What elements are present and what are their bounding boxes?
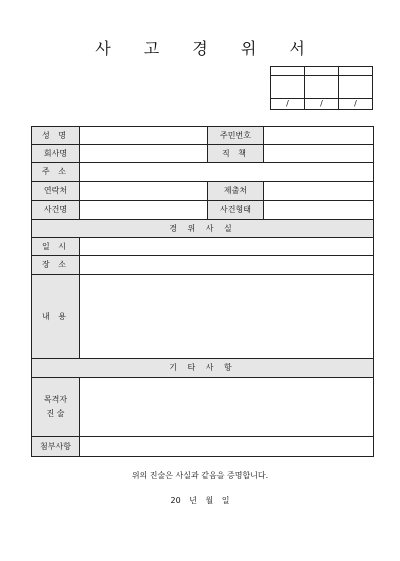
address-label: 주 소 [32,163,80,182]
approval-signature-cell[interactable] [305,76,339,99]
content-field[interactable] [80,275,374,359]
position-label: 직 책 [208,145,264,163]
datetime-label: 일 시 [32,238,80,256]
section-details-header: 경 위 사 실 [32,220,374,238]
address-field[interactable] [80,163,374,182]
witness-label [32,378,80,437]
approval-signature-cell[interactable] [271,76,305,99]
attachments-field[interactable] [80,437,374,457]
position-field[interactable] [264,145,374,163]
contact-label: 연락처 [32,182,80,201]
incident-type-label: 사건형태 [208,201,264,220]
resident-number-field[interactable] [264,127,374,145]
approval-header-cell [339,67,373,76]
approval-box [270,66,373,110]
company-name-label: 회사명 [32,145,80,163]
approval-date-cell[interactable] [305,99,339,110]
approval-header-cell [305,67,339,76]
content-label: 내 용 [32,275,80,359]
date-separator: / [354,99,357,108]
place-field[interactable] [80,256,374,275]
witness-label-line2: 진 술 [46,409,65,418]
certification-text: 위의 진술은 사실과 같음을 증명합니다. [131,471,269,480]
incident-type-field[interactable] [264,201,374,220]
resident-number-label: 주민번호 [208,127,264,145]
approval-date-cell[interactable] [339,99,373,110]
incident-name-label: 사건명 [32,201,80,220]
approval-signature-cell[interactable] [339,76,373,99]
witness-label-line1: 목격자 [43,395,68,404]
name-field[interactable] [80,127,208,145]
company-name-field[interactable] [80,145,208,163]
date-separator: / [286,99,289,108]
name-label: 성 명 [32,127,80,145]
submitter-label: 제출처 [208,182,264,201]
incident-name-field[interactable] [80,201,208,220]
place-label: 장 소 [32,256,80,275]
contact-field[interactable] [80,182,208,201]
witness-statement-field[interactable] [80,378,374,437]
datetime-field[interactable] [80,238,374,256]
submitter-field[interactable] [264,182,374,201]
approval-header-cell [271,67,305,76]
date-separator: / [320,99,323,108]
approval-date-cell[interactable] [271,99,305,110]
document-title: 사 고 경 위 서 [95,39,319,58]
attachments-label: 첨부사항 [32,437,80,457]
section-other-header: 기 타 사 항 [32,359,374,378]
date-line: 20 년 월 일 [170,496,230,505]
accident-report-form [31,126,374,457]
